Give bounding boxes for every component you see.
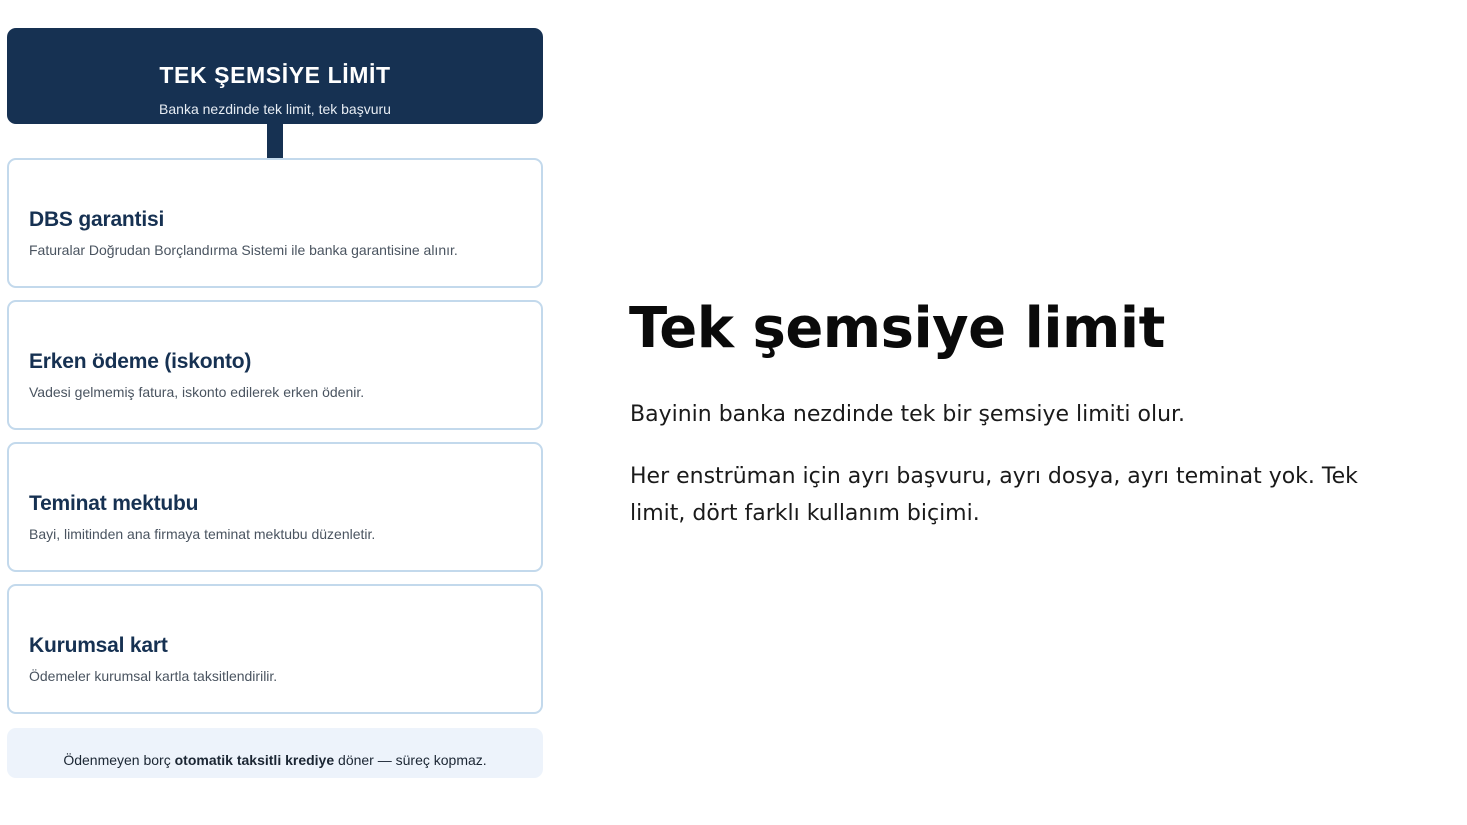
note-emphasis: otomatik taksitli krediye xyxy=(174,752,335,768)
card-description: Faturalar Doğrudan Borçlandırma Sistemi ile banka garantisine alınır. xyxy=(29,242,458,258)
note-suffix: döner — süreç kopmaz. xyxy=(334,752,487,768)
paragraph-2: Her enstrüman için ayrı başvuru, ayrı dosya, ayrı teminat yok. Tek limit, dört farklı kullanım biçimi. xyxy=(630,464,1358,526)
umbrella-limit-header xyxy=(7,28,543,124)
card-early-payment xyxy=(7,300,543,430)
note-prefix: Ödenmeyen borç xyxy=(63,752,175,768)
card-description: Bayi, limitinden ana firmaya teminat mektubu düzenletir. xyxy=(29,526,376,542)
card-corporate-card xyxy=(7,584,543,714)
footer-note xyxy=(7,728,543,778)
card-title: Teminat mektubu xyxy=(29,492,199,515)
header-subtitle: Banka nezdinde tek limit, tek başvuru xyxy=(159,101,391,117)
slide-title: Tek şemsiye limit xyxy=(629,296,1165,361)
card-title: Kurumsal kart xyxy=(29,634,168,657)
card-description: Vadesi gelmemiş fatura, iskonto edilerek erken ödenir. xyxy=(29,384,365,400)
card-title: DBS garantisi xyxy=(29,208,165,231)
card-description: Ödemeler kurumsal kartla taksitlendirilir. xyxy=(29,668,278,684)
card-letter-of-guarantee xyxy=(7,442,543,572)
paragraph-1: Bayinin banka nezdinde tek bir şemsiye limiti olur. xyxy=(630,402,1186,427)
header-connector xyxy=(267,123,283,159)
card-title: Erken ödeme (iskonto) xyxy=(29,350,252,373)
card-dbs-guarantee xyxy=(7,158,543,288)
header-title: TEK ŞEMSİYE LİMİT xyxy=(159,62,391,88)
